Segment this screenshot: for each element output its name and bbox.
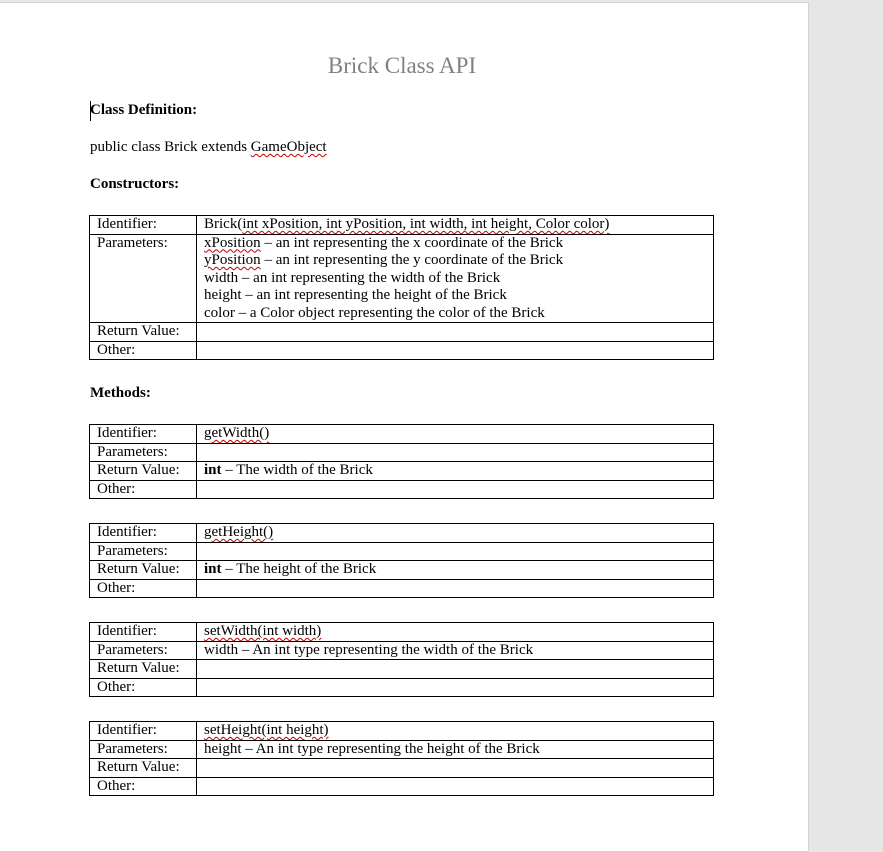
param-desc: – an int representing the height of the Brick xyxy=(241,287,507,303)
method-table-setwidth xyxy=(89,622,714,697)
method-name: getHeight() xyxy=(204,524,274,540)
method-table-setheight xyxy=(89,721,714,796)
param-desc: – a Color object representing the color of the Brick xyxy=(234,304,545,321)
table-row xyxy=(90,462,714,481)
table-row xyxy=(90,216,714,235)
method-return xyxy=(197,759,714,778)
param-line xyxy=(204,252,706,270)
table-row xyxy=(90,777,714,796)
return-type: int xyxy=(204,462,222,478)
param-name: yPosition xyxy=(204,252,261,268)
return-value-label: Return Value: xyxy=(90,323,197,342)
constructor-params-signature: int xPosition, int yPosition, int width, int height, Color color) xyxy=(242,216,610,232)
parameters-label: Parameters: xyxy=(90,641,197,660)
class-declaration-prefix: public class Brick extends xyxy=(90,139,251,155)
table-row xyxy=(90,443,714,462)
table-row xyxy=(90,641,714,660)
table-row xyxy=(90,323,714,342)
other-label: Other: xyxy=(90,480,197,499)
method-parameters: height – An int type representing the height of the Brick xyxy=(197,740,714,759)
method-table-getheight xyxy=(89,523,714,598)
return-value-label: Return Value: xyxy=(90,660,197,679)
constructor-name: Brick( xyxy=(204,216,243,232)
return-type: int xyxy=(204,561,222,577)
table-row xyxy=(90,759,714,778)
param-desc: – an int representing the y coordinate of the Brick xyxy=(260,252,564,268)
other-label: Other: xyxy=(90,579,197,598)
document-page[interactable] xyxy=(0,2,809,852)
other-cell xyxy=(197,579,714,598)
method-identifier xyxy=(197,623,714,642)
method-identifier xyxy=(197,524,714,543)
identifier-label: Identifier: xyxy=(90,216,197,235)
method-name: getWidth() xyxy=(204,425,270,441)
table-row xyxy=(90,579,714,598)
parameters-label: Parameters: xyxy=(90,443,197,462)
identifier-label: Identifier: xyxy=(90,722,197,741)
method-parameters xyxy=(197,542,714,561)
method-identifier xyxy=(197,425,714,444)
table-row xyxy=(90,425,714,444)
identifier-label: Identifier: xyxy=(90,623,197,642)
other-cell xyxy=(197,678,714,697)
constructor-table xyxy=(89,215,714,360)
table-row xyxy=(90,740,714,759)
return-desc: – The width of the Brick xyxy=(221,462,373,478)
param-line xyxy=(204,235,706,253)
param-name: height xyxy=(204,287,242,303)
method-return xyxy=(197,660,714,679)
method-return xyxy=(197,462,714,481)
method-table-getwidth xyxy=(89,424,714,499)
identifier-label: Identifier: xyxy=(90,425,197,444)
table-row xyxy=(90,542,714,561)
method-parameters: width – An int type representing the width of the Brick xyxy=(197,641,714,660)
identifier-label: Identifier: xyxy=(90,524,197,543)
param-name: color xyxy=(204,304,235,321)
constructor-signature xyxy=(197,216,714,235)
return-value-label: Return Value: xyxy=(90,462,197,481)
return-value-label: Return Value: xyxy=(90,561,197,580)
param-desc: – an int representing the x coordinate of the Brick xyxy=(260,234,564,251)
other-cell xyxy=(197,777,714,796)
method-return xyxy=(197,561,714,580)
method-parameters xyxy=(197,443,714,462)
document-title: Brick Class API xyxy=(327,53,477,78)
other-label: Other: xyxy=(90,678,197,697)
class-definition-heading: Class Definition: xyxy=(90,102,198,118)
param-desc: – an int representing the width of the Brick xyxy=(238,269,501,286)
table-row xyxy=(90,722,714,741)
param-line xyxy=(204,270,706,288)
param-name: xPosition xyxy=(204,234,261,251)
parameters-label: Parameters: xyxy=(90,234,197,323)
method-identifier xyxy=(197,722,714,741)
other-cell xyxy=(197,341,714,360)
other-label: Other: xyxy=(90,341,197,360)
return-desc: – The height of the Brick xyxy=(221,561,377,577)
method-name: setHeight(int height) xyxy=(204,722,329,738)
class-declaration xyxy=(90,139,327,156)
parameters-label: Parameters: xyxy=(90,542,197,561)
table-row xyxy=(90,678,714,697)
param-line xyxy=(204,287,706,305)
return-value-label: Return Value: xyxy=(90,759,197,778)
table-row xyxy=(90,623,714,642)
parameters-label: Parameters: xyxy=(90,740,197,759)
other-label: Other: xyxy=(90,777,197,796)
other-cell xyxy=(197,480,714,499)
methods-heading: Methods: xyxy=(90,385,151,401)
table-row xyxy=(90,561,714,580)
method-name: setWidth(int width) xyxy=(204,623,322,639)
table-row xyxy=(90,341,714,360)
constructors-heading: Constructors: xyxy=(90,176,180,192)
table-row xyxy=(90,234,714,323)
table-row xyxy=(90,524,714,543)
return-value-cell xyxy=(197,323,714,342)
table-row xyxy=(90,660,714,679)
table-row xyxy=(90,480,714,499)
param-name: width xyxy=(204,269,239,286)
superclass-name: GameObject xyxy=(250,139,327,155)
param-line xyxy=(204,305,706,323)
constructor-parameters xyxy=(197,234,714,323)
